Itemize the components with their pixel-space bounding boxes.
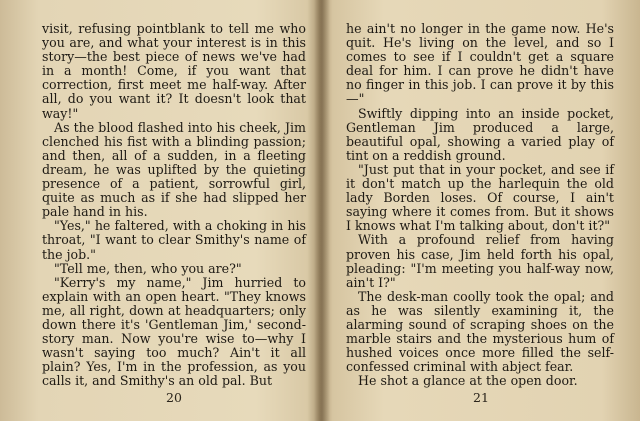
page-number: 21 bbox=[473, 390, 489, 405]
paragraph: he ain't no longer in the game now. He's quit. He's living on the level, and so I comes to see if I couldn't get a square deal for him. I can prove he didn't have no finger in this job. I can prove it by this—" bbox=[346, 21, 614, 107]
paragraph: He shot a glance at the open door. bbox=[358, 373, 578, 389]
paragraph: "Tell me, then, who you are?" bbox=[54, 260, 242, 276]
left-page-text bbox=[42, 22, 306, 388]
paragraph: visit, refusing pointblank to tell me who you are, and what your interest is in this story—the best piece of news we've had in a month! Come, if you want that correction, first meet me half-way. After all, do you want it? It doesn't look that way!" bbox=[42, 21, 306, 121]
right-page bbox=[322, 0, 640, 421]
paragraph: "Just put that in your pocket, and see if it don't match up the harlequin the old lady Borden loses. Of course, I ain't saying where it comes from. But it shows I knows what I'm talking about, don't it?" bbox=[346, 161, 614, 234]
paragraph: "Yes," he faltered, with a choking in his throat, "I want to clear Smithy's name of the job." bbox=[42, 218, 306, 262]
paragraph: The desk-man coolly took the opal; and as he was silently examining it, the alarming sound of scraping shoes on the marble stairs and the mysterious hum of hushed voices once more filled the self-confessed criminal with abject fear. bbox=[346, 288, 614, 375]
paragraph: "Kerry's my name," Jim hurried to explain with an open heart. "They knows me, all right, down at headquarters; only down there it's 'Gentleman Jim,' second-story man. Now you're wise to—why I wasn't saying too much? Ain't it all plain? Yes, I'm in the profession, as you calls it, and Smithy's an old pal. But bbox=[42, 274, 306, 389]
right-page-text bbox=[346, 22, 614, 388]
paragraph: Swiftly dipping into an inside pocket, Gentleman Jim produced a large, beautiful opal, showing a varied play of tint on a reddish ground. bbox=[346, 105, 614, 163]
page-number: 20 bbox=[166, 390, 182, 405]
paragraph: As the blood flashed into his cheek, Jim clenched his fist with a blinding passion; and then, all of a sudden, in a fleeting dream, he was uplifted by the quieting presence of a patient, sorrowful girl, quite as much as if she had slipped her pale hand in his. bbox=[42, 119, 306, 220]
paragraph: With a profound relief from having proven his case, Jim held forth his opal, pleading: "I'm meeting you half-way now, ain't I?" bbox=[346, 232, 614, 290]
